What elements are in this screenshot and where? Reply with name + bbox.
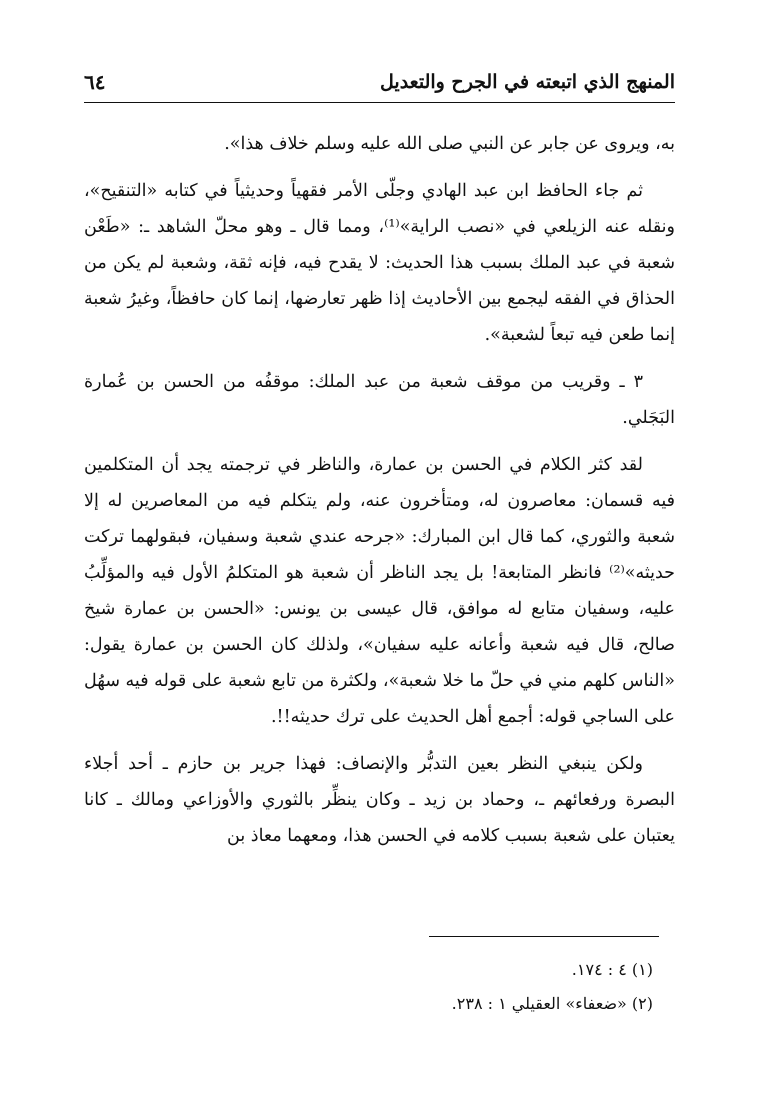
paragraph-al-hasan: لقد كثر الكلام في الحسن بن عمارة، والناظر في ترجمته يجد أن المتكلمين فيه قسمان: معاصرون له، ومتأخرون عنه، ولم يتكلم فيه من المعاصرين له إلا شعبة والثوري، كما قال ابن المبارك: «جرحه عندي شعبة وسفيان، فبقولهما تركت حديثه»⁽²⁾ فانظر المتابعة! بل يجد الناظر أن شعبة هو المتكلمُ الأول فيه والمؤلِّبُ عليه، وسفيان متابع له موافق، قال عيسى بن يونس: «الحسن بن عمارة شيخ صالح، قال فيه شعبة وأعانه عليه سفيان»، ولذلك كان الحسن بن عمارة يقول: «الناس كلهم مني في حلّ ما خلا شعبة»، ولكثرة من تابع شعبة على قوله فيه سهُل على الساجي قوله: أجمع أهل الحديث على ترك حديثه!!. <box>84 455 675 727</box>
footnote-2: (٢) «ضعفاء» العقيلي ١ : ٢٣٨. <box>451 994 653 1013</box>
main-text <box>84 126 675 865</box>
footnote-1: (١) ٤ : ١٧٤. <box>571 960 653 979</box>
paragraph-ibn-abd-al-hadi: ثم جاء الحافظ ابن عبد الهادي وجلّى الأمر فقهياً وحديثياً في كتابه «التنقيح»، ونقله عنه الزيلعي في «نصب الراية»⁽¹⁾، ومما قال ـ وهو محلّ الشاهد ـ: «طَعْن شعبة في عبد الملك بسبب هذا الحديث: لا يقدح فيه، فإنه ثقة، وشعبة لم يكن من الحذاق في الفقه ليجمع بين الأحاديث إذا ظهر تعارضها، إنما كان حافظاً، وغيرُ شعبة إنما طعن فيه تبعاً لشعبة». <box>84 181 675 345</box>
footnote-rule <box>429 936 659 937</box>
paragraph-fair-view: ولكن ينبغي النظر بعين التدبُّر والإنصاف: فهذا جرير بن حازم ـ أحد أجلاء البصرة ورفعائهم ـ، وحماد بن زيد ـ وكان ينظِّر بالثوري والأوزاعي ومالك ـ كانا يعتبان على شعبة بسبب كلامه في الحسن هذا، ومعهما معاذ بن <box>84 754 675 846</box>
paragraph-continuation: به، ويروى عن جابر عن النبي صلى الله عليه وسلم خلاف هذا». <box>224 134 675 154</box>
header-rule <box>84 102 675 103</box>
paragraph-point-three: ٣ ـ وقريب من موقف شعبة من عبد الملك: موقفُه من الحسن بن عُمارة البَجَلي. <box>84 372 675 428</box>
footnotes <box>84 953 653 1021</box>
running-header <box>84 64 675 100</box>
page-number: ٦٤ <box>84 70 106 94</box>
running-title: المنهج الذي اتبعته في الجرح والتعديل <box>380 70 675 93</box>
